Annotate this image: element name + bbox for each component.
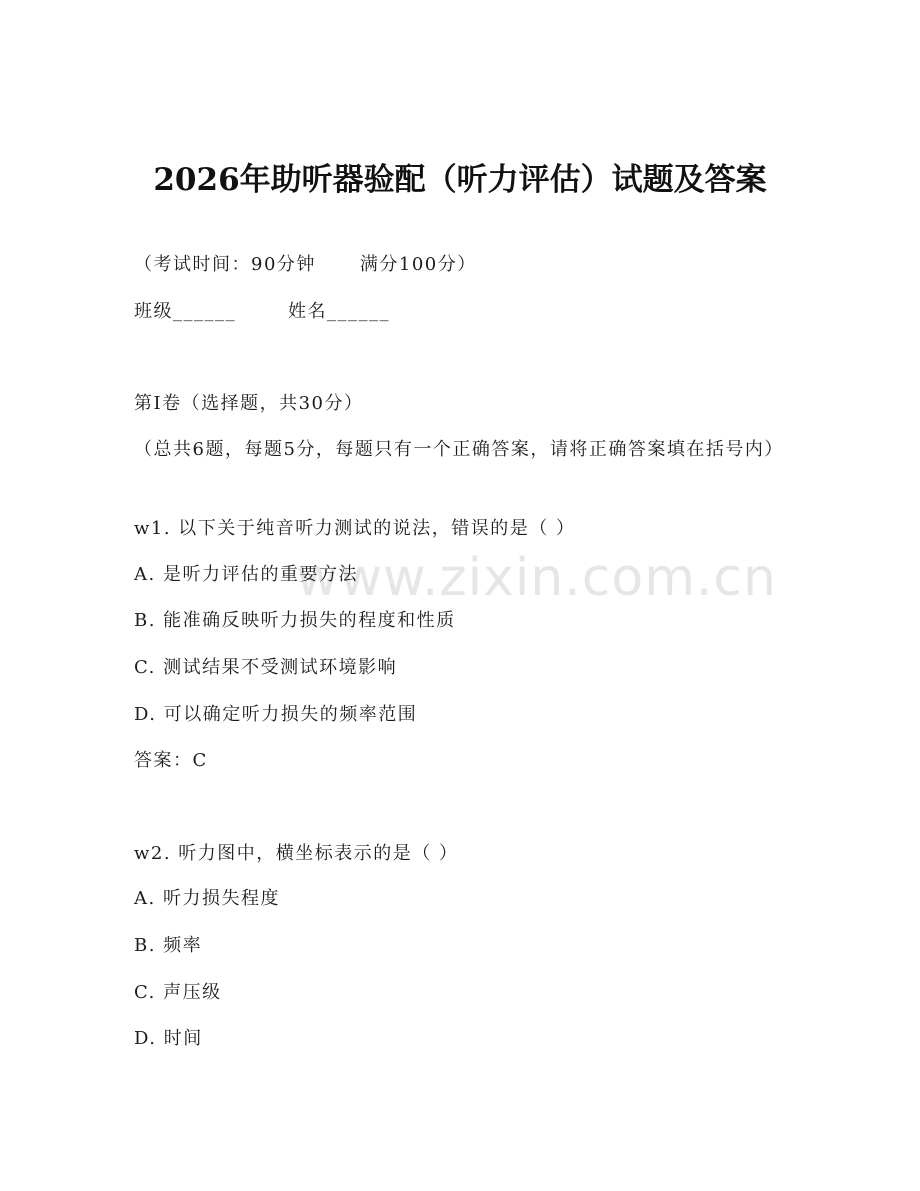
name-field: 姓名______: [288, 301, 390, 322]
question-stem: w1. 以下关于纯音听力测试的说法，错误的是（ ）: [134, 518, 576, 539]
watermark: www.zixin.com.cn: [296, 548, 777, 608]
option-b: B. 能准确反映听力损失的程度和性质: [134, 610, 456, 631]
option-d: D. 时间: [134, 1028, 203, 1049]
exam-score: 满分100分）: [359, 254, 477, 275]
exam-time: （考试时间：90分钟: [134, 254, 316, 275]
option-c: C. 声压级: [134, 982, 222, 1003]
option-a: A. 是听力评估的重要方法: [134, 564, 358, 585]
option-b: B. 频率: [134, 935, 203, 956]
page-title: 2026年助听器验配（听力评估）试题及答案: [153, 162, 767, 198]
exam-info: [134, 252, 477, 278]
option-c: C. 测试结果不受测试环境影响: [134, 657, 398, 678]
option-a: A. 听力损失程度: [134, 888, 280, 909]
option-d: D. 可以确定听力损失的频率范围: [134, 704, 418, 725]
answer: 答案：C: [134, 750, 208, 771]
section-instruction: （总共6题，每题5分，每题只有一个正确答案，请将正确答案填在括号内）: [134, 439, 784, 460]
class-field: 班级______: [134, 301, 236, 322]
student-fields: [134, 299, 390, 325]
question-stem: w2. 听力图中，横坐标表示的是（ ）: [134, 843, 459, 864]
section-heading: 第I卷（选择题，共30分）: [134, 393, 364, 414]
